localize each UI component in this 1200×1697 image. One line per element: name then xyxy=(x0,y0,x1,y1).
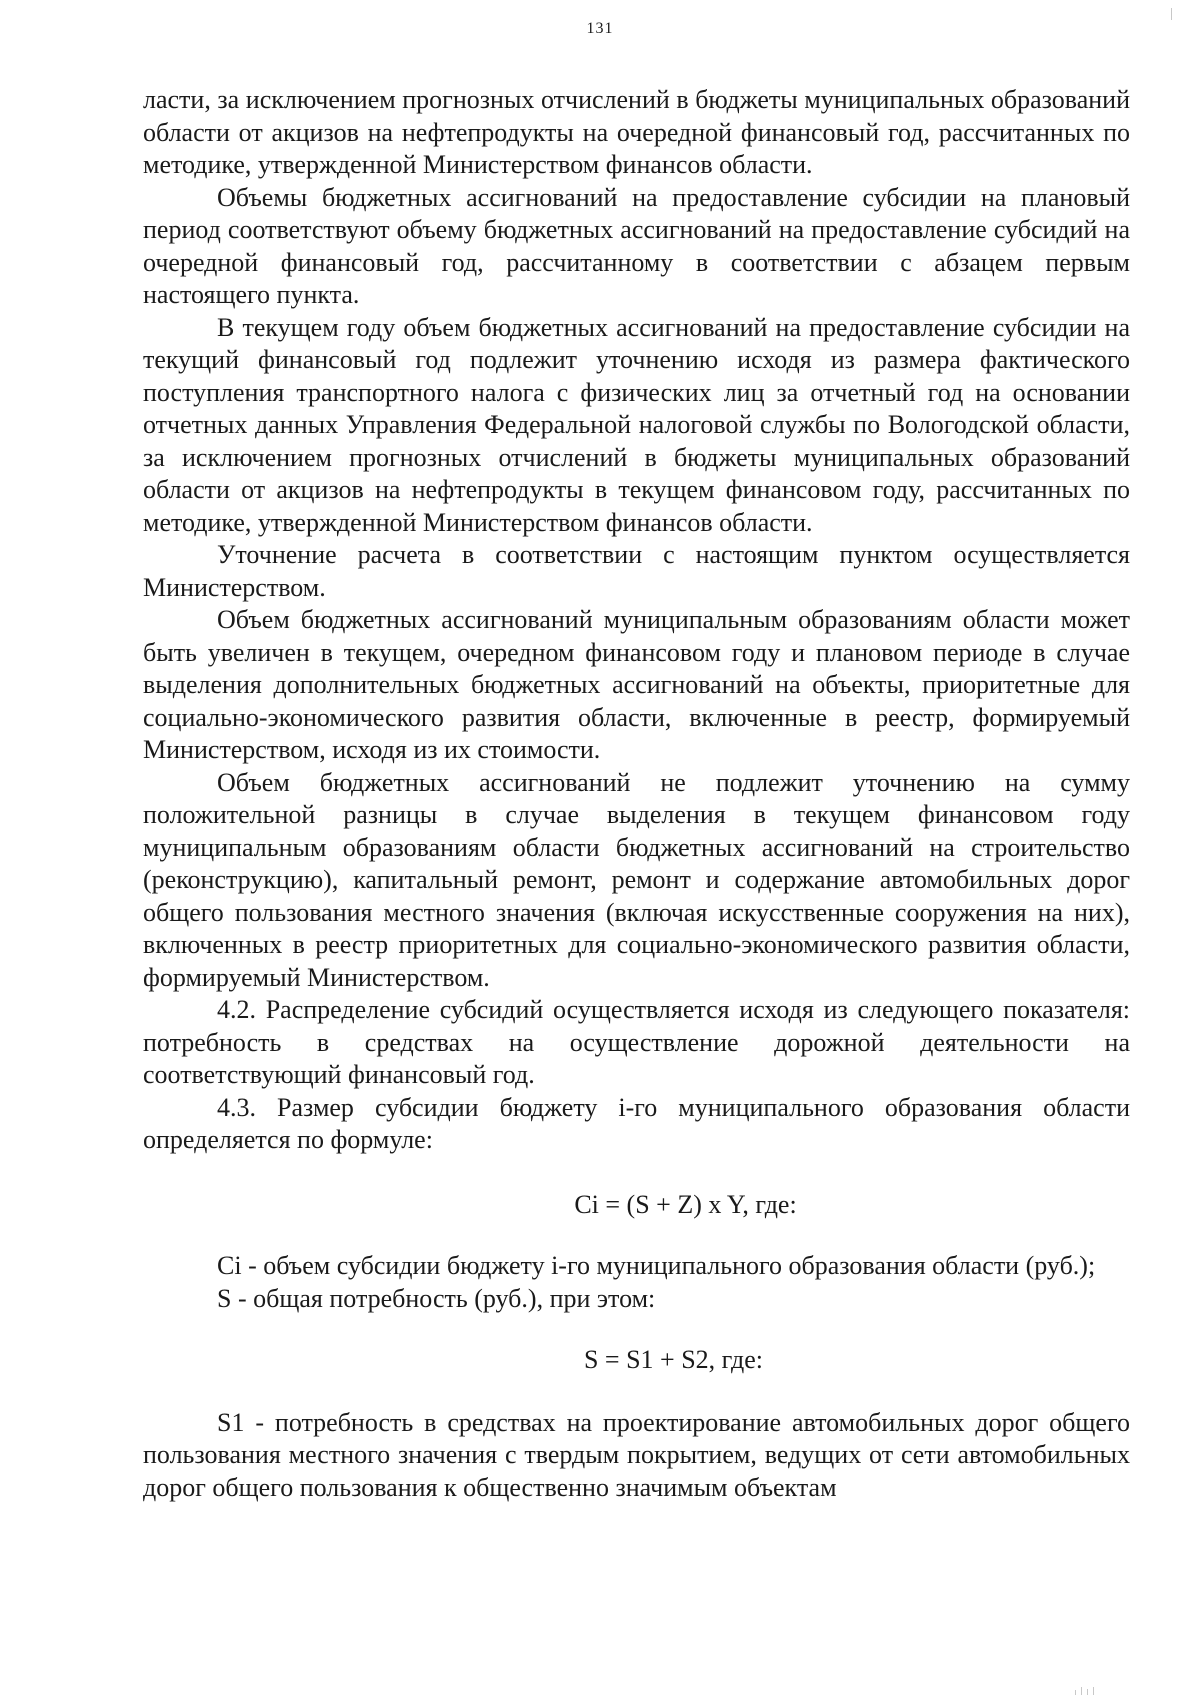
paragraph: 4.2. Распределение субсидий осуществляется исходя из следующего показателя: потребность в средствах на осуществление дорожной деятельности на соответствующий финансовый год. xyxy=(143,995,1130,1089)
definition-s1: S1 - потребность в средствах на проектирование автомобильных дорог общего пользования местного значения с твердым покрытием, ведущих от сети автомобильных дорог общего пользования к общественно значимым объектам xyxy=(143,1407,1130,1502)
paragraph: Уточнение расчета в соответствии с настоящим пунктом осуществляется Министерством. xyxy=(143,540,1130,602)
paragraph: Объем бюджетных ассигнований муниципальным образованиям области может быть увеличен в текущем, очередном финансовом году и плановом периоде в случае выделения дополнительных бюджетных ассигнований на объекты, приоритетные для социально-экономического развития области, включенные в реестр, формируемый Министерством, исходя из их стоимости. xyxy=(143,605,1130,764)
paragraph: В текущем году объем бюджетных ассигнований на предоставление субсидии на текущий финансовый год подлежит уточнению исходя из размера фактического поступления транспортного налога с физических лиц за отчетный год на основании отчетных данных Управления Федеральной налоговой службы по Вологодской области, за исключением прогнозных отчислений в бюджеты муниципальных образований области от акцизов на нефтепродукты в текущем финансовом году, рассчитанных по методике, утвержденной Министерством финансов области. xyxy=(143,312,1130,537)
scan-artifact xyxy=(1081,1687,1082,1695)
definition-s: S - общая потребность (руб.), при этом: xyxy=(217,1283,656,1313)
page-number: 131 xyxy=(586,20,614,37)
formula-s: S = S1 + S2, где: xyxy=(583,1345,764,1374)
formula-ci: Ci = (S + Z) x Y, где: xyxy=(574,1189,797,1219)
paragraph: ласти, за исключением прогнозных отчислений в бюджеты муниципальных образований области от акцизов на нефтепродукты на очередной финансовый год, рассчитанных по методике, утвержденной Министерством финансов области. xyxy=(143,85,1130,179)
scan-artifact xyxy=(1075,1690,1076,1695)
scan-artifact xyxy=(1087,1689,1088,1695)
definition-ci: Ci - объем субсидии бюджету i-го муниципального образования области (руб.); xyxy=(217,1251,1096,1280)
paragraph: Объем бюджетных ассигнований не подлежит уточнению на сумму положительной разницы в случае выделения в текущем финансовом году муниципальным образованиям области бюджетных ассигнований на строительство (реконструкцию), капитальный ремонт, ремонт и содержание автомобильных дорог общего пользования местного значения (включая искусственные сооружения на них), включенных в реестр приоритетных для социально-экономического развития области, формируемый Министерством. xyxy=(143,767,1130,992)
paragraph: Объемы бюджетных ассигнований на предоставление субсидии на плановый период соответствуют объему бюджетных ассигнований на предоставление субсидий на очередной финансовый год, рассчитанному в соответствии с абзацем первым настоящего пункта. xyxy=(143,182,1130,309)
scan-artifact xyxy=(1093,1687,1094,1695)
paragraph: 4.3. Размер субсидии бюджету i-го муниципального образования области определяется по формуле: xyxy=(143,1092,1130,1154)
document-body xyxy=(143,84,1130,1504)
scan-artifact xyxy=(1171,8,1172,20)
